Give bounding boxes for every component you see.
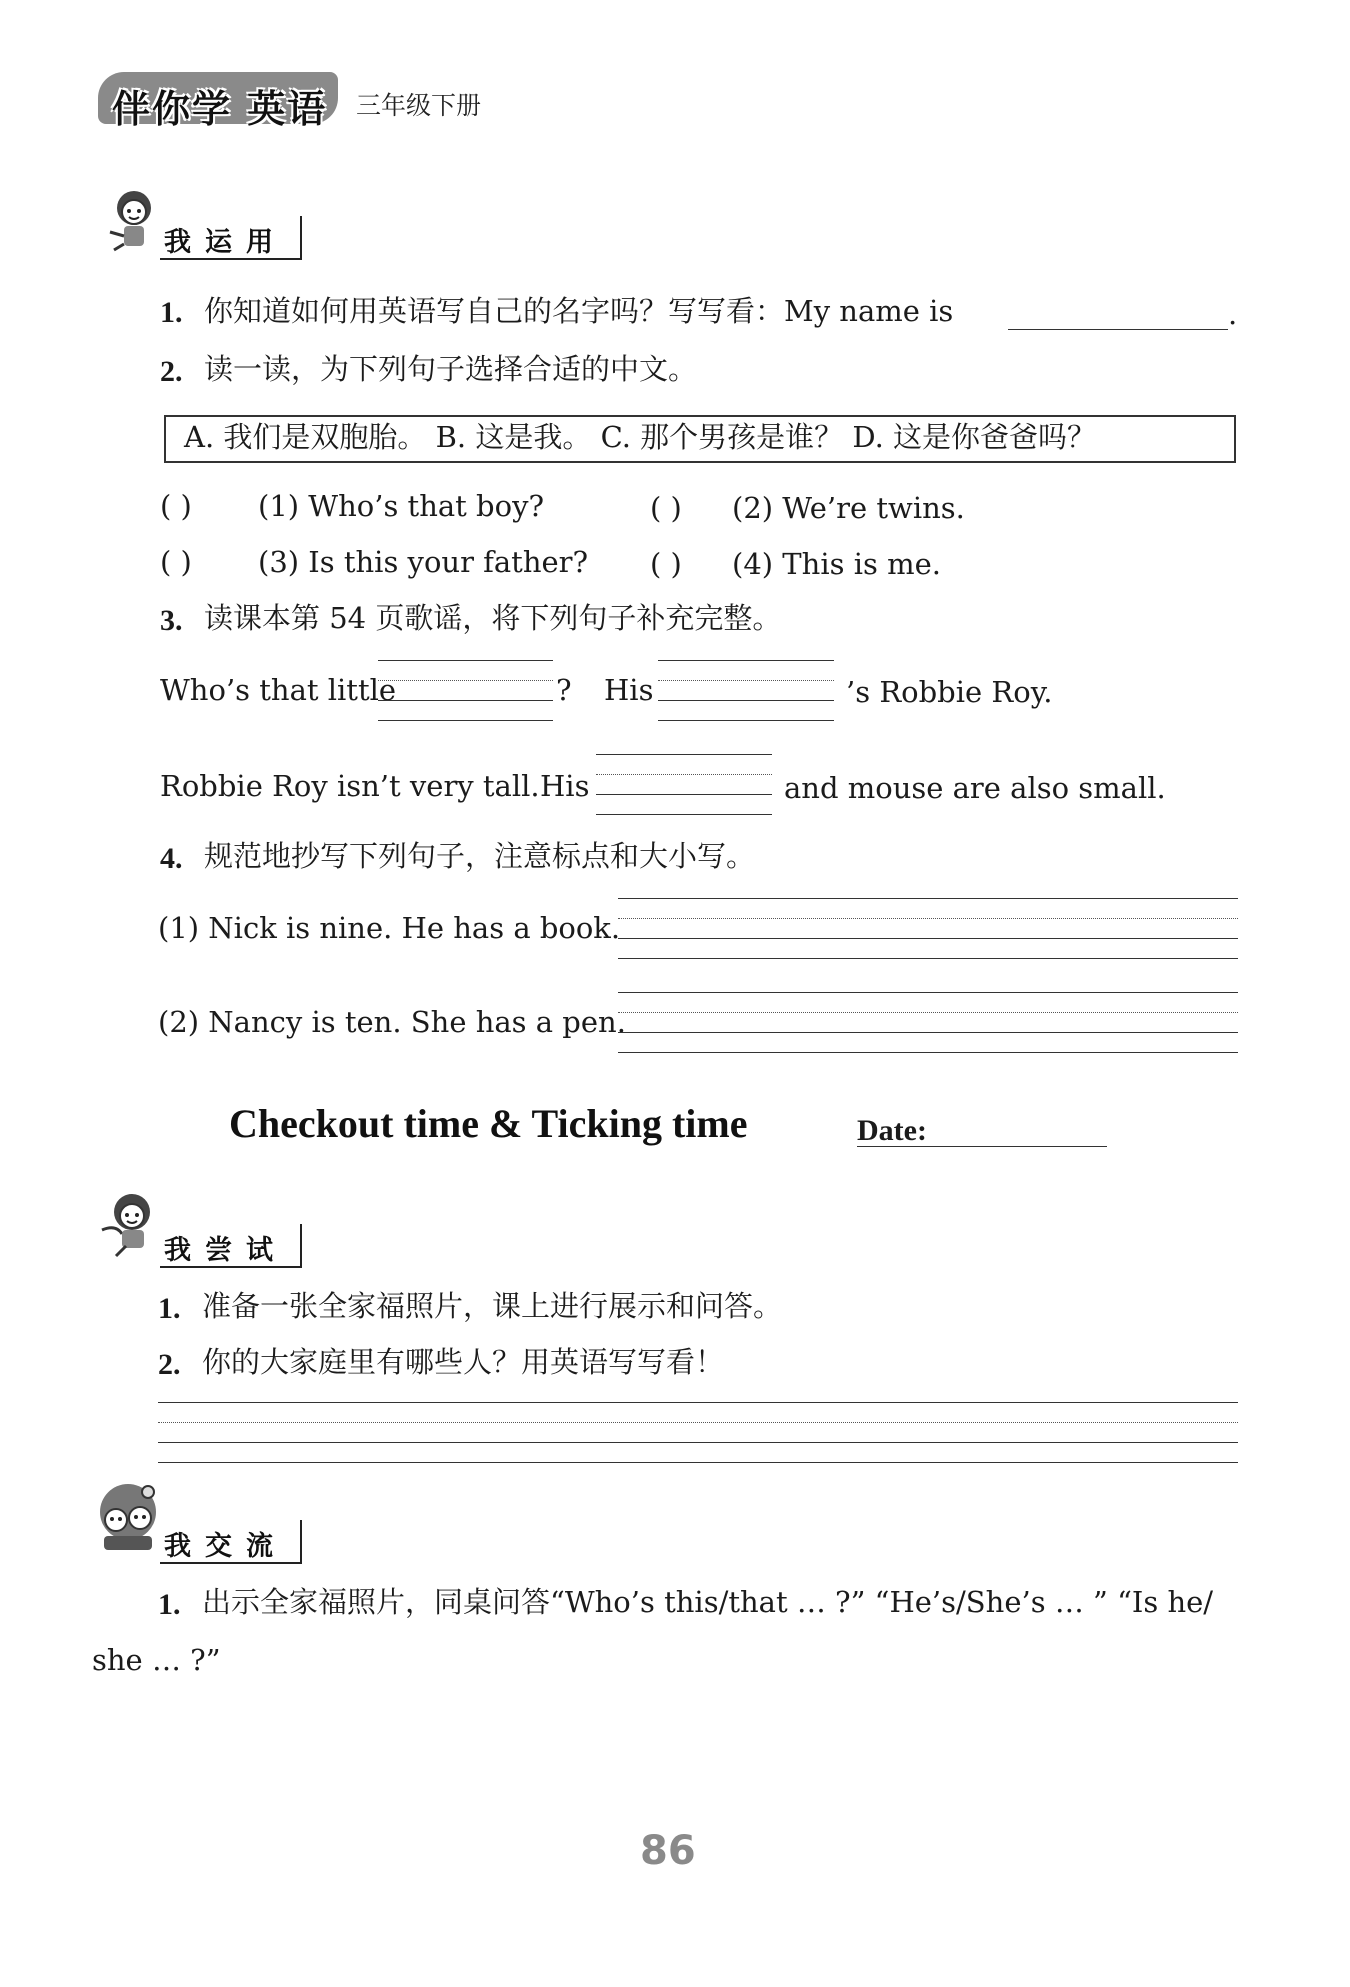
date-label: Date: <box>857 1114 927 1147</box>
options-text: A. 我们是双胞胎。 B. 这是我。 C. 那个男孩是谁？ D. 这是你爸爸吗？ <box>184 420 1097 454</box>
question-text: 出示全家福照片，同桌问答“Who’s this/that … ?” “He’s/She’s … ” “Is he/ <box>202 1585 1214 1619</box>
name-blank[interactable] <box>1008 329 1228 330</box>
chant-text: Who’s that little <box>160 673 397 707</box>
question-number: 1. <box>160 296 183 329</box>
question-number: 4. <box>160 842 183 875</box>
question-text: 规范地抄写下列句子，注意标点和大小写。 <box>204 839 756 873</box>
question-number: 1. <box>158 1588 181 1621</box>
period: . <box>1228 297 1238 331</box>
girl-mascot-icon <box>96 1186 162 1260</box>
section-bar <box>300 1224 302 1268</box>
checkout-title: Checkout time & Ticking time <box>229 1101 748 1146</box>
question-text: 准备一张全家福照片，课上进行展示和问答。 <box>202 1289 783 1323</box>
section-underline <box>160 1266 302 1268</box>
book-subtitle: 三年级下册 <box>356 91 482 120</box>
question-text: 读课本第 54 页歌谣，将下列句子补充完整。 <box>204 601 782 635</box>
chant-text: ’s Robbie Roy. <box>846 675 1053 709</box>
answer-blank[interactable]: ( ) <box>160 545 192 579</box>
chant-text: His <box>604 673 654 707</box>
chant-text: ? <box>556 673 572 707</box>
copy-sentence: (2) Nancy is ten. She has a pen. <box>158 1005 626 1039</box>
sentence: (1) Who’s that boy? <box>258 489 545 523</box>
answer-blank[interactable]: ( ) <box>160 489 192 523</box>
question-number: 2. <box>160 355 183 388</box>
kids-mascot-icon <box>92 1480 164 1556</box>
section-underline <box>160 1562 302 1564</box>
section-title-talk: 我交流 <box>164 1531 287 1562</box>
question-number: 2. <box>158 1348 181 1381</box>
sentence: (4) This is me. <box>732 547 941 581</box>
book-title: 伴你学 英语 <box>112 87 328 131</box>
section-bar <box>300 216 302 260</box>
question-number: 3. <box>160 604 183 637</box>
date-blank[interactable] <box>857 1146 1107 1147</box>
section-bar <box>300 1520 302 1564</box>
question-text: 读一读，为下列句子选择合适的中文。 <box>204 352 698 386</box>
answer-blank[interactable]: ( ) <box>650 491 682 525</box>
section-title-try: 我尝试 <box>164 1235 287 1266</box>
chant-text: His <box>540 769 590 803</box>
section-underline <box>160 258 302 260</box>
question-text-continued: she … ?” <box>92 1643 221 1677</box>
girl-mascot-icon <box>100 184 162 256</box>
chant-text: and mouse are also small. <box>784 771 1166 805</box>
page-number: 86 <box>640 1828 696 1874</box>
sentence: (2) We’re twins. <box>732 491 965 525</box>
question-text: 你的大家庭里有哪些人？用英语写写看！ <box>202 1345 725 1379</box>
copy-sentence: (1) Nick is nine. He has a book. <box>158 911 621 945</box>
question-text: 你知道如何用英语写自己的名字吗？写写看：My name is <box>204 294 954 328</box>
sentence: (3) Is this your father? <box>258 545 589 579</box>
question-number: 1. <box>158 1292 181 1325</box>
chant-text: Robbie Roy isn’t very tall. <box>160 769 540 803</box>
answer-blank[interactable]: ( ) <box>650 547 682 581</box>
section-title-apply: 我运用 <box>164 227 287 258</box>
